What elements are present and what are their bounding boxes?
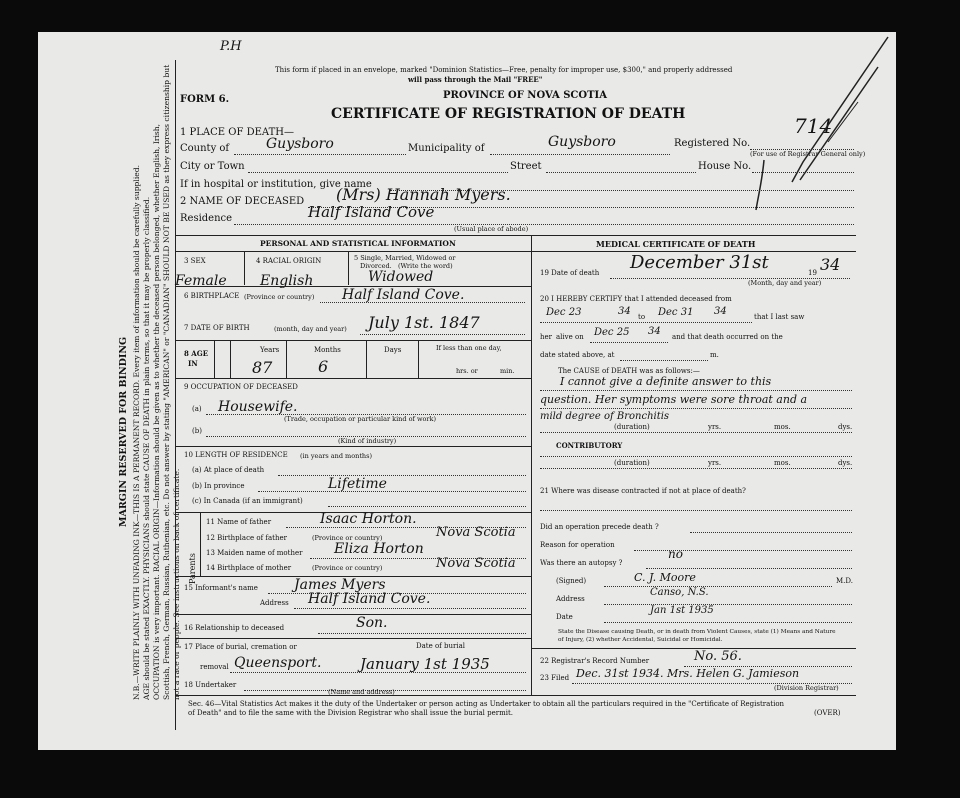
min-label: min. [500,367,515,375]
municipality-value: Guysboro [548,134,616,150]
certificate-title: CERTIFICATE OF REGISTRATION OF DEATH [331,106,686,122]
years-label: Years [260,346,280,354]
age-years-value: 87 [252,358,273,377]
occ-b-label: (b) [192,427,202,435]
death-certificate-paper [38,32,896,750]
cause-label: The CAUSE of DEATH was as follows:— [558,367,700,375]
birthplace-label: 6 BIRTHPLACE [184,292,240,300]
dob-note: (month, day and year) [274,325,347,333]
place-section-label: 1 PLACE OF DEATH— [180,127,294,138]
alive-line [590,342,668,343]
duration-rule [540,432,852,433]
in-canada-label: (c) In Canada (if an immigrant) [192,497,303,505]
deceased-name-label: 2 NAME OF DECEASED [180,196,305,207]
occupation-value: Housewife. [218,399,298,415]
burial-date-value: January 1st 1935 [360,655,490,673]
city-label: City or Town [180,161,245,172]
autopsy-line [646,568,852,569]
yrs-label: yrs. [708,459,722,467]
street-label: Street [510,161,542,172]
section-46-note-2: of Death" and to file the same with the Division Registrar who shall issue the burial permit. [188,709,514,717]
burial-line [230,672,526,673]
contributory-duration-rule [540,468,852,469]
disease-contracted-question: 21 Where was disease contracted if not at place of death? [540,487,746,495]
filed-note: (Division Registrar) [774,684,839,692]
reason-label: Reason for operation [540,541,615,549]
marital-value: Widowed [368,269,434,285]
signed-label: (Signed) [556,577,587,585]
record-number-value: No. 56. [694,649,742,664]
attended-line [540,322,752,323]
mother-birthplace-value: Nova Scotia [436,556,516,571]
county-value: Guysboro [266,136,334,152]
parents-divider [200,512,201,576]
at-place-line [278,475,526,476]
city-line [248,172,508,173]
months-label: Months [314,346,341,354]
hospital-label: If in hospital or institution, give name [180,179,372,190]
death-date-note: (Month, day and year) [748,279,822,287]
in-canada-line [328,506,526,507]
top-annotation: P.H [220,39,242,54]
margin-title: MARGIN RESERVED FOR BINDING [118,336,129,527]
md-label: M.D. [836,577,853,585]
age-divider [418,340,419,378]
marital-label-2: Divorced. [360,262,392,270]
signed-value: C. J. Moore [634,571,696,584]
dob-label: 7 DATE OF BIRTH [184,324,250,332]
table-top-border [176,235,856,236]
residence-note: (Usual place of abode) [454,225,529,233]
death-year-value: 34 [820,255,841,274]
mos-label: mos. [774,423,791,431]
relationship-value: Son. [356,615,388,631]
death-date-value: December 31st [630,252,769,273]
dob-line [360,334,525,335]
row-rule [176,446,531,447]
duration-label: (duration) [614,459,650,467]
informant-address-line [294,608,526,609]
birthplace-value: Half Island Cove. [342,287,465,303]
registered-value: 714 [794,114,833,138]
to-label: to [638,313,646,321]
occupation-label: 9 OCCUPATION OF DECEASED [184,383,298,391]
alive-date-value: Dec 25 [594,327,630,338]
mother-value: Eliza Horton [334,541,424,557]
sex-value: Female [175,273,227,289]
column-divider [531,235,532,695]
in-province-value: Lifetime [328,476,387,492]
death-date-label: 19 Date of death [540,269,600,277]
cause-line-3: mild degree of Bronchitis [540,411,670,422]
section-46-note: Sec. 46—Vital Statistics Act makes it the duty of the Undertaker or person acting as Undertaker to obtain all the particulars required in the "Certificate of Registration [188,700,785,708]
margin-instruction: N.B.—WRITE PLAINLY WITH UNFADING INK—THIS IS A PERMANENT RECORD. Every item of information should be carefully supplied. [132,164,141,700]
age-divider [366,340,367,378]
margin-instruction: Scottish, French, German, Russian, Ruthenian, etc. Do not answer by stating "AMERICAN" or "CANADIAN" SHOULD NOT BE USED as they express citizenship but [162,64,171,700]
age-label: 8 AGE [184,349,209,358]
over-label: (OVER) [814,709,841,717]
physician-date-value: Jan 1st 1935 [650,605,714,616]
hrs-label: hrs. or [456,367,478,375]
age-months-value: 6 [318,357,329,376]
county-label: County of [180,143,230,154]
municipality-label: Municipality of [408,143,485,154]
age-label-2: IN [188,359,198,368]
mos-label: mos. [774,459,791,467]
certify-label: 20 I HEREBY CERTIFY that I attended deceased from [540,295,732,303]
registered-note: (For use of Registrar General only) [750,150,866,158]
dys-label: dys. [838,459,853,467]
municipality-line [490,154,670,155]
last-saw-label: that I last saw [754,313,805,321]
father-value: Isaac Horton. [320,511,417,527]
alive-year-value: 34 [648,326,661,337]
cause-line-1: I cannot give a definite answer to this [560,375,772,388]
registered-label: Registered No. [674,138,751,149]
father-birthplace-label: 12 Birthplace of father [206,534,287,542]
racial-label: 4 RACIAL ORIGIN [256,257,322,265]
birthplace-note: (Province or country) [244,293,315,301]
attended-to-value: Dec 31 [658,307,694,318]
contributory-rule [540,456,852,457]
cause-rule [540,408,852,409]
registrar-signature-stroke [728,32,898,222]
occ-b-note: (Kind of industry) [338,437,397,445]
age-divider [230,340,231,378]
row-rule [176,378,531,379]
residence-value: Half Island Cove [308,203,435,221]
undertaker-note: (Name and address) [328,688,395,696]
physician-date-label: Date [556,613,573,621]
race-marital-divider [348,251,349,285]
duration-label: (duration) [614,423,650,431]
house-label: House No. [698,161,752,172]
county-line [234,154,406,155]
autopsy-value: no [668,547,683,561]
mother-birthplace-label: 14 Birthplace of mother [206,564,292,572]
table-bottom-border [176,695,856,696]
racial-value: English [260,273,314,289]
contributory-label: CONTRIBUTORY [556,441,623,450]
m-label: m. [710,351,719,359]
physician-date-line [604,622,852,623]
occurred-label: and that death occurred on the [672,333,783,341]
margin-instruction: not a race or people. See instructions on back of certificate. [172,468,181,700]
province-name: PROVINCE OF NOVA SCOTIA [443,90,607,101]
cause-line-2: question. Her symptoms were sore throat and a [540,393,808,406]
state-disease-note: State the Disease causing Death, or in death from Violent Causes, state (1) Means and Nature [558,629,836,635]
occ-a-note: (Trade, occupation or particular kind of work) [284,415,437,423]
operation-line [690,532,852,533]
form-number: FORM 6. [180,94,230,105]
row-rule [176,614,531,615]
marital-label: 5 Single, Married, Widowed or [354,254,456,262]
signed-line [604,586,832,587]
at-place-label: (a) At place of death [192,466,265,474]
in-province-line [258,491,526,492]
residence-label: Residence [180,213,233,224]
autopsy-label: Was there an autopsy ? [540,559,623,567]
in-province-label: (b) In province [192,482,245,490]
less-than-day-label: If less than one day, [436,344,502,352]
residence-line [234,224,854,225]
alive-pronoun: her [540,333,552,341]
date-above-label: date stated above, at [540,351,615,359]
sex-label: 3 SEX [184,257,206,265]
deceased-name-value: (Mrs) Hannah Myers. [336,185,511,204]
physician-address-label: Address [556,595,585,603]
burial-removal-label: removal [200,663,229,671]
filed-label: 23 Filed [540,674,570,682]
filed-value: Dec. 31st 1934. Mrs. Helen G. Jamieson [576,667,800,680]
alive-on-label: alive on [556,333,584,341]
postal-note-free: will pass through the Mail "FREE" [408,75,543,84]
birthplace-line [320,302,525,303]
informant-value: James Myers [294,577,386,593]
attended-from-value: Dec 23 [546,307,582,318]
informant-address-label: Address [260,599,289,607]
mother-label: 13 Maiden name of mother [206,549,303,557]
relationship-line [318,633,526,634]
age-divider [214,340,215,378]
days-label: Days [384,346,402,354]
father-label: 11 Name of father [206,518,272,526]
q21-rule [540,510,852,511]
state-disease-note-2: of Injury, (2) whether Accidental, Suicidal or Homicidal. [558,637,723,643]
attended-from-year: 34 [618,306,631,317]
reason-line [634,550,852,551]
physician-address-line [604,604,852,605]
margin-instruction: AGE should be stated EXACTLY. PHYSICIANS should state CAUSE OF DEATH in plain terms, so that it may be properly classified. [142,196,151,700]
relationship-label: 16 Relationship to deceased [184,624,285,632]
age-divider [286,340,287,378]
street-line [546,172,696,173]
residence-length-note: (in years and months) [300,452,372,460]
burial-date-label: Date of burial [416,642,465,650]
informant-label: 15 Informant's name [184,584,258,592]
margin-border [175,60,176,730]
row-rule [176,638,531,639]
personal-heading-rule [176,251,531,252]
yrs-label: yrs. [708,423,722,431]
cause-rule [540,390,852,391]
personal-heading: PERSONAL AND STATISTICAL INFORMATION [260,239,456,248]
father-birthplace-value: Nova Scotia [436,525,516,540]
attended-to-year: 34 [714,306,727,317]
sex-race-divider [244,251,245,285]
operation-label: Did an operation precede death ? [540,523,659,531]
dys-label: dys. [838,423,853,431]
residence-length-label: 10 LENGTH OF RESIDENCE [184,451,288,459]
margin-instruction: OCCUPATION is very important. RACIAL ORIGIN—Information should be given as to whether the deceased person belonged, whether English, Irish, [152,123,161,700]
father-birthplace-note: (Province or country) [312,534,383,542]
parents-label: Parents [188,553,197,584]
date-above-line [620,360,708,361]
dob-value: July 1st. 1847 [368,313,480,332]
physician-address-value: Canso, N.S. [650,587,709,598]
occ-a-label: (a) [192,405,202,413]
postal-note: This form if placed in an envelope, marked "Dominion Statistics—Free, penalty for improper use, $300," and properly addressed [275,66,733,74]
burial-place-value: Queensport. [234,655,322,671]
burial-place-label: 17 Place of burial, cremation or [184,643,297,651]
death-year-prefix: 19 [808,269,817,277]
undertaker-label: 18 Undertaker [184,681,237,689]
informant-address-value: Half Island Cove. [308,591,431,607]
medical-heading: MEDICAL CERTIFICATE OF DEATH [596,239,756,249]
mother-birthplace-note: (Province or country) [312,564,383,572]
marital-note: (Write the word) [398,262,453,270]
record-number-label: 22 Registrar's Record Number [540,657,650,665]
